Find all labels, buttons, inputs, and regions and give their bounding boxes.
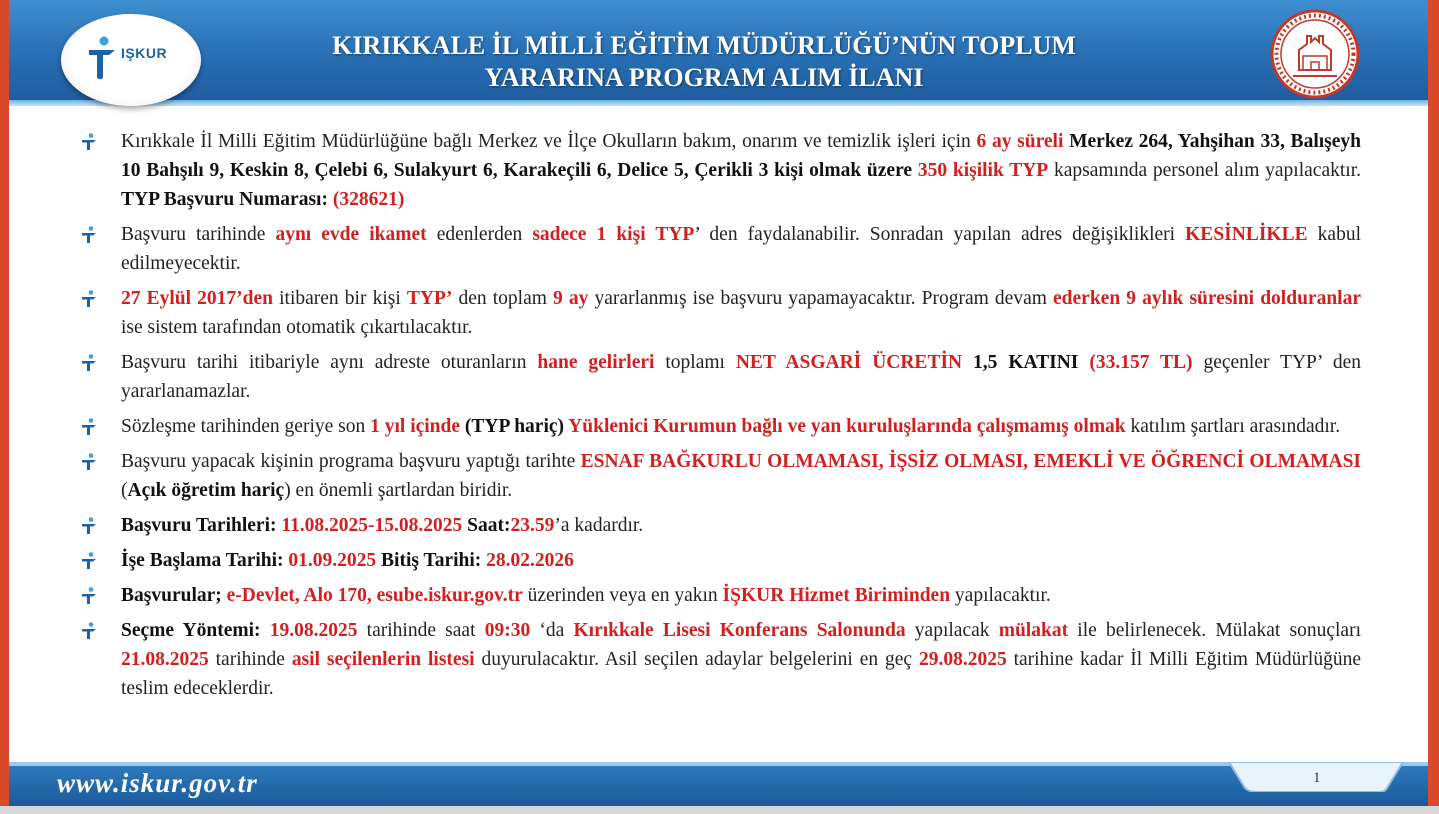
item-highlight: 21.08.2025	[121, 649, 209, 670]
announcement-list	[81, 127, 1361, 709]
item-text: toplamı	[654, 352, 736, 373]
item-highlight: Saat:	[462, 515, 511, 536]
item-text: edenlerden	[426, 224, 533, 245]
iskur-bullet-icon	[81, 552, 97, 570]
item-highlight: 350 kişilik TYP	[917, 160, 1049, 181]
item-text: ’a kadardır.	[554, 515, 644, 536]
item-highlight: İşe Başlama Tarihi:	[121, 550, 289, 571]
item-text: katılım şartları arasındadır.	[1125, 416, 1341, 437]
iskur-bullet-icon	[81, 226, 97, 244]
slide	[9, 0, 1428, 806]
item-highlight: 28.02.2026	[486, 550, 574, 571]
item-text: yapılacaktır.	[950, 585, 1051, 606]
item-text: Başvuru yapacak kişinin programa başvuru yaptığı tarihte	[121, 451, 581, 472]
meb-seal-icon	[1255, 6, 1375, 102]
iskur-bullet-icon	[81, 587, 97, 605]
item-highlight: mülakat	[998, 620, 1069, 641]
item-highlight: Bitiş Tarihi:	[376, 550, 487, 571]
item-text: yapılacak	[905, 620, 999, 641]
item-text: tarihine kadar İl Milli Eğitim Müdürlüğüne teslim edeceklerdir.	[121, 649, 1361, 699]
item-text: Kırıkkale İl Milli Eğitim Müdürlüğüne bağlı Merkez ve İlçe Okulların bakım, onarım ve temizlik işleri için	[121, 131, 977, 152]
item-text: den toplam	[452, 288, 554, 309]
item-text: tarihinde	[208, 649, 292, 670]
item-highlight: TYP’	[406, 288, 453, 309]
announcement-item	[81, 546, 1361, 575]
item-text: kabul edilmeyecektir.	[121, 224, 1361, 274]
item-highlight: Merkez 264, Yahşihan 33, Balışeyh 10 Bahşılı 9, Keskin 8, Çelebi 6, Sulakyurt 6, Karakeçili 6, Delice 5, Çerikli 3 kişi olmak üzere	[121, 131, 1361, 181]
announcement-item	[81, 581, 1361, 610]
item-highlight: Açık öğretim hariç	[127, 480, 285, 501]
item-text: geçenler TYP’ den yararlanamazlar.	[121, 352, 1361, 402]
item-highlight: (TYP hariç)	[460, 416, 569, 437]
item-highlight: 23.59	[510, 515, 555, 536]
item-text: ile belirlenecek. Mülakat sonuçları	[1068, 620, 1361, 641]
item-text: Başvuru tarihi itibariyle aynı adreste oturanların	[121, 352, 538, 373]
item-text: (	[121, 480, 128, 501]
announcement-item	[81, 127, 1361, 214]
iskur-bullet-icon	[81, 354, 97, 372]
item-highlight: 9 ay	[553, 288, 589, 309]
announcement-item	[81, 616, 1361, 703]
title-line-2: YARARINA PROGRAM ALIM İLANI	[484, 63, 924, 92]
announcement-item	[81, 284, 1361, 342]
item-text: Sözleşme tarihinden geriye son	[121, 416, 371, 437]
announcement-item	[81, 348, 1361, 406]
item-highlight: NET ASGARİ ÜCRETİN	[735, 352, 963, 373]
iskur-bullet-icon	[81, 418, 97, 436]
iskur-bullet-icon	[81, 133, 97, 151]
page-number: 1	[1313, 770, 1321, 786]
item-text: itibaren bir kişi	[273, 288, 407, 309]
item-highlight: 01.09.2025	[288, 550, 377, 571]
item-highlight: Yüklenici Kurumun bağlı ve yan kuruluşlarında çalışmamış olmak	[568, 416, 1126, 437]
title-line-1: KIRIKKALE İL MİLLİ EĞİTİM MÜDÜRLÜĞÜ’NÜN TOPLUM	[332, 31, 1076, 60]
item-highlight: Başvurular;	[121, 585, 227, 606]
item-highlight: 09:30	[484, 620, 531, 641]
item-highlight: 11.08.2025-15.08.2025	[281, 515, 463, 536]
page-title	[239, 30, 1169, 94]
iskur-logo-icon	[87, 36, 117, 80]
item-highlight: Seçme Yöntemi:	[121, 620, 270, 641]
item-text: ) en önemli şartlardan biridir.	[284, 480, 513, 501]
iskur-logo	[61, 14, 201, 106]
item-highlight: 1 yıl içinde	[370, 416, 461, 437]
announcement-item	[81, 412, 1361, 441]
item-highlight: sadece 1 kişi TYP	[532, 224, 695, 245]
item-highlight: hane gelirleri	[537, 352, 655, 373]
iskur-bullet-icon	[81, 517, 97, 535]
iskur-bullet-icon	[81, 622, 97, 640]
item-text: Başvuru tarihinde	[121, 224, 276, 245]
item-text: kapsamında personel alım yapılacaktır.	[1048, 160, 1361, 181]
item-highlight: e-Devlet, Alo 170, esube.iskur.gov.tr	[226, 585, 523, 606]
item-highlight: ESNAF BAĞKURLU OLMAMASI, İŞSİZ OLMASI, EMEKLİ VE ÖĞRENCİ OLMAMASI	[580, 451, 1362, 472]
iskur-bullet-icon	[81, 453, 97, 471]
item-highlight: (328621)	[332, 189, 405, 210]
item-highlight: KESİNLİKLE	[1185, 224, 1308, 245]
item-highlight: Başvuru Tarihleri:	[121, 515, 282, 536]
item-highlight: 27 Eylül 2017’den	[121, 288, 274, 309]
item-highlight: aynı evde ikamet	[275, 224, 427, 245]
item-text: tarihinde saat	[357, 620, 485, 641]
frame-bottom	[0, 806, 1439, 814]
footer-url: www.iskur.gov.tr	[57, 768, 258, 798]
item-text: duyurulacaktır. Asil seçilen adaylar belgelerini en geç	[474, 649, 919, 670]
announcement-item	[81, 447, 1361, 505]
item-highlight: Kırıkkale Lisesi Konferans Salonunda	[573, 620, 906, 641]
announcement-item	[81, 511, 1361, 540]
item-highlight: (33.157 TL)	[1089, 352, 1193, 373]
iskur-bullet-icon	[81, 290, 97, 308]
announcement-item	[81, 220, 1361, 278]
item-highlight: 29.08.2025	[918, 649, 1007, 670]
item-highlight: 6 ay süreli	[976, 131, 1064, 152]
item-text: ise sistem tarafından otomatik çıkartılacaktır.	[121, 317, 473, 338]
item-text: ‘da	[530, 620, 574, 641]
item-highlight: TYP Başvuru Numarası:	[121, 189, 333, 210]
item-highlight: asil seçilenlerin listesi	[291, 649, 475, 670]
item-highlight: ederken 9 aylık süresini dolduranlar	[1053, 288, 1361, 309]
item-highlight: İŞKUR Hizmet Biriminden	[722, 585, 951, 606]
item-highlight: 19.08.2025	[269, 620, 358, 641]
header-stripe	[9, 100, 1428, 106]
iskur-logo-text: IŞKUR	[121, 45, 168, 61]
item-text: üzerinden veya en yakın	[522, 585, 723, 606]
item-text: ’ den faydalanabilir. Sonradan yapılan adres değişiklikleri	[694, 224, 1186, 245]
item-highlight: 1,5 KATINI	[962, 352, 1090, 373]
item-text: yararlanmış ise başvuru yapamayacaktır. Program devam	[588, 288, 1054, 309]
